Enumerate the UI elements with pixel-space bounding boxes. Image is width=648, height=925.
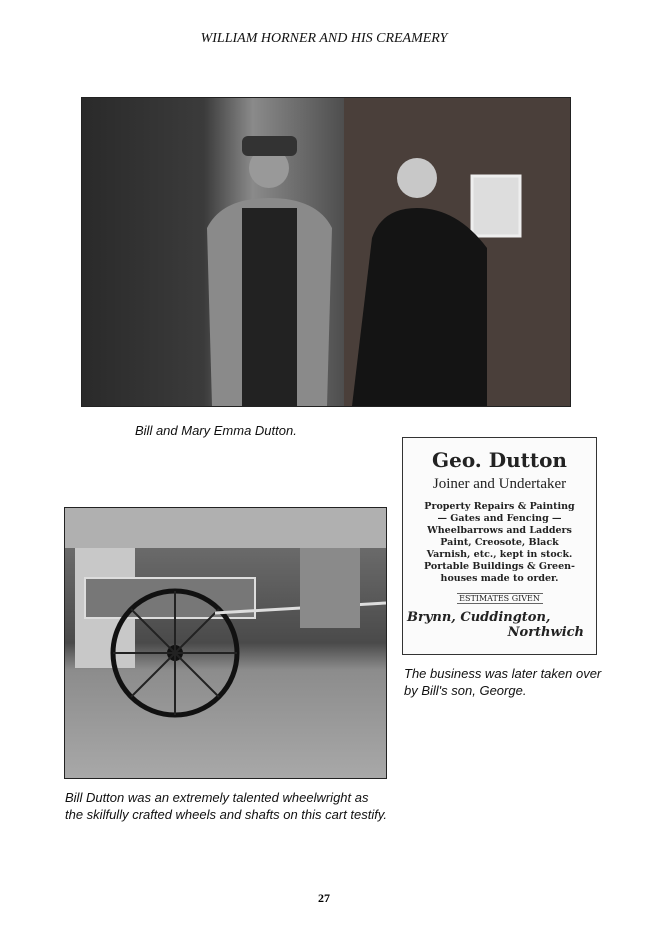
- portrait-caption: Bill and Mary Emma Dutton.: [135, 423, 297, 438]
- portrait-photo-illustration: [82, 98, 570, 406]
- page-number: 27: [318, 891, 330, 905]
- photo-cart: [64, 507, 387, 779]
- geo-dutton-advertisement: [402, 437, 597, 655]
- cart-photo-illustration: [65, 508, 386, 778]
- advert-line: Paint, Creosote, Black: [440, 537, 559, 548]
- advert-caption: The business was later taken over by Bill's son, George.: [404, 666, 602, 698]
- advert-line: houses made to order.: [440, 573, 559, 584]
- cart-caption: Bill Dutton was an extremely talented wheelwright as the skilfully crafted wheels and shafts on this cart testify.: [65, 790, 388, 822]
- advert-location: Brynn, Cuddington,: [407, 610, 551, 625]
- advert-line: Wheelbarrows and Ladders: [427, 525, 572, 536]
- advert-estimates: ESTIMATES GIVEN: [457, 593, 543, 604]
- advert-line: Property Repairs & Painting: [424, 501, 575, 512]
- advert-trade: Joiner and Undertaker: [432, 476, 567, 492]
- advert-line: Portable Buildings & Green-: [424, 561, 575, 572]
- advert-services: [403, 501, 596, 585]
- advert-line: Varnish, etc., kept in stock.: [426, 549, 573, 560]
- advert-name: Geo. Dutton: [432, 448, 567, 472]
- advert-line: — Gates and Fencing —: [437, 513, 562, 524]
- advert-town: Northwich: [507, 625, 584, 640]
- photo-bill-and-mary-dutton: [81, 97, 571, 407]
- running-header: WILLIAM HORNER AND HIS CREAMERY: [200, 31, 448, 46]
